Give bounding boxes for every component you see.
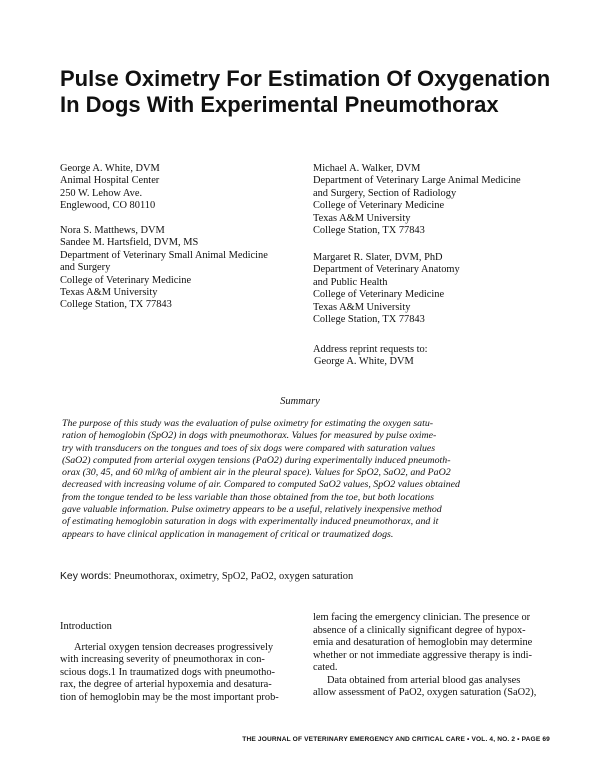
affiliation-line: and Surgery <box>60 262 111 274</box>
affiliation-line: Texas A&M University <box>60 287 158 299</box>
affiliation-line: Texas A&M University <box>313 301 411 313</box>
body-column-left <box>60 621 292 704</box>
affiliation-line: Englewood, CO 80110 <box>60 200 156 212</box>
author-nora-matthews <box>60 225 268 312</box>
body-line: rax, the degree of arterial hypoxemia and desatura- <box>60 679 272 690</box>
author-michael-walker <box>313 163 521 237</box>
title-line-1: Pulse Oximetry For Estimation Of Oxygenation <box>60 66 551 91</box>
reprint-line: George A. White, DVM <box>314 356 414 368</box>
author-name: Michael A. Walker, DVM <box>313 163 421 174</box>
affiliation-line: Department of Veterinary Small Animal Medicine <box>60 249 268 261</box>
author-name: George A. White, DVM <box>60 163 160 174</box>
body-line: cated. <box>313 662 338 673</box>
author-name: Nora S. Matthews, DVM <box>60 225 165 236</box>
body-line: lem facing the emergency clinician. The presence or <box>313 612 531 623</box>
affiliation-line: College Station, TX 77843 <box>60 299 172 311</box>
affiliation-line: 250 W. Lehow Ave. <box>60 187 143 199</box>
abstract-line: (SaO2) computed from arterial oxygen tensions (PaO2) during experimentally induced pneumoth- <box>62 454 451 466</box>
introduction-heading: Introduction <box>60 621 112 632</box>
body-line: scious dogs.1 In traumatized dogs with pneumotho- <box>60 666 275 678</box>
body-line: whether or not immediate aggressive therapy is indi- <box>313 649 533 661</box>
affiliation-line: and Public Health <box>313 276 388 288</box>
journal-footer: THE JOURNAL OF VETERINARY EMERGENCY AND CRITICAL CARE • VOL. 4, NO. 2 • PAGE 69 <box>242 736 550 743</box>
affiliation-line: Animal Hospital Center <box>60 175 160 187</box>
abstract-line: of estimating hemoglobin saturation in dogs with experimentally induced pneumothorax, and it <box>62 516 439 528</box>
body-column-right <box>313 612 553 700</box>
abstract-line: ration of hemoglobin (SpO2) in dogs with pneumothorax. Values for measured by pulse oxime- <box>62 430 437 442</box>
affiliation-line: College of Veterinary Medicine <box>313 200 445 212</box>
abstract-line: The purpose of this study was the evaluation of pulse oximetry for estimating the oxygen satu- <box>62 418 434 429</box>
author-name: Margaret R. Slater, DVM, PhD <box>313 252 443 263</box>
affiliation-line: Sandee M. Hartsfield, DVM, MS <box>60 237 199 249</box>
keywords <box>60 571 540 582</box>
article-title <box>60 66 560 118</box>
abstract-line: decreased with increasing volume of air. Compared to computed SaO2 values, SpO2 values obtained <box>62 479 460 491</box>
body-line: emia and desaturation of hemoglobin may determine <box>313 637 533 648</box>
affiliation-line: College of Veterinary Medicine <box>313 289 445 301</box>
abstract-line: appears to have clinical application in management of critical or traumatized dogs. <box>62 528 394 540</box>
body-line: absence of a clinically significant degree of hypox- <box>313 624 526 636</box>
author-margaret-slater <box>313 252 460 326</box>
title-line-2: In Dogs With Experimental Pneumothorax <box>60 92 499 117</box>
affiliation-line: College Station, TX 77843 <box>313 225 425 237</box>
abstract-line: gave valuable information. Pulse oximetry appears to be a useful, relatively inexpensive method <box>62 504 442 516</box>
keywords-label: Key words: <box>60 571 112 582</box>
body-line: with increasing severity of pneumothorax in con- <box>60 654 265 665</box>
body-line: Arterial oxygen tension decreases progressively <box>74 641 274 653</box>
body-line: tion of hemoglobin may be the most important prob- <box>60 691 279 703</box>
keywords-text: Pneumothorax, oximetry, SpO2, PaO2, oxygen saturation <box>114 571 354 582</box>
body-line: Data obtained from arterial blood gas analyses <box>327 674 521 686</box>
abstract <box>62 418 540 541</box>
affiliation-line: Texas A&M University <box>313 212 411 224</box>
abstract-line: orax (30, 45, and 60 ml/kg of ambient air in the pleural space). Values for SpO2, SaO2, and PaO2 <box>62 467 451 479</box>
affiliation-line: College of Veterinary Medicine <box>60 274 192 286</box>
affiliation-line: Department of Veterinary Large Animal Medicine <box>313 175 521 187</box>
abstract-line: try with transducers on the tongues and toes of six dogs were compared with saturation values <box>62 442 436 454</box>
author-george-white <box>60 163 160 213</box>
reprint-line: Address reprint requests to: <box>313 344 428 355</box>
affiliation-line: Department of Veterinary Anatomy <box>313 264 460 276</box>
affiliation-line: and Surgery, Section of Radiology <box>313 187 457 199</box>
body-line: allow assessment of PaO2, oxygen saturation (SaO2), <box>313 687 537 698</box>
abstract-line: from the tongue tended to be less variable than those obtained from the toe, but both locations <box>62 491 434 503</box>
affiliation-line: College Station, TX 77843 <box>313 314 425 326</box>
summary-heading: Summary <box>280 396 320 407</box>
reprint-requests <box>313 344 428 369</box>
